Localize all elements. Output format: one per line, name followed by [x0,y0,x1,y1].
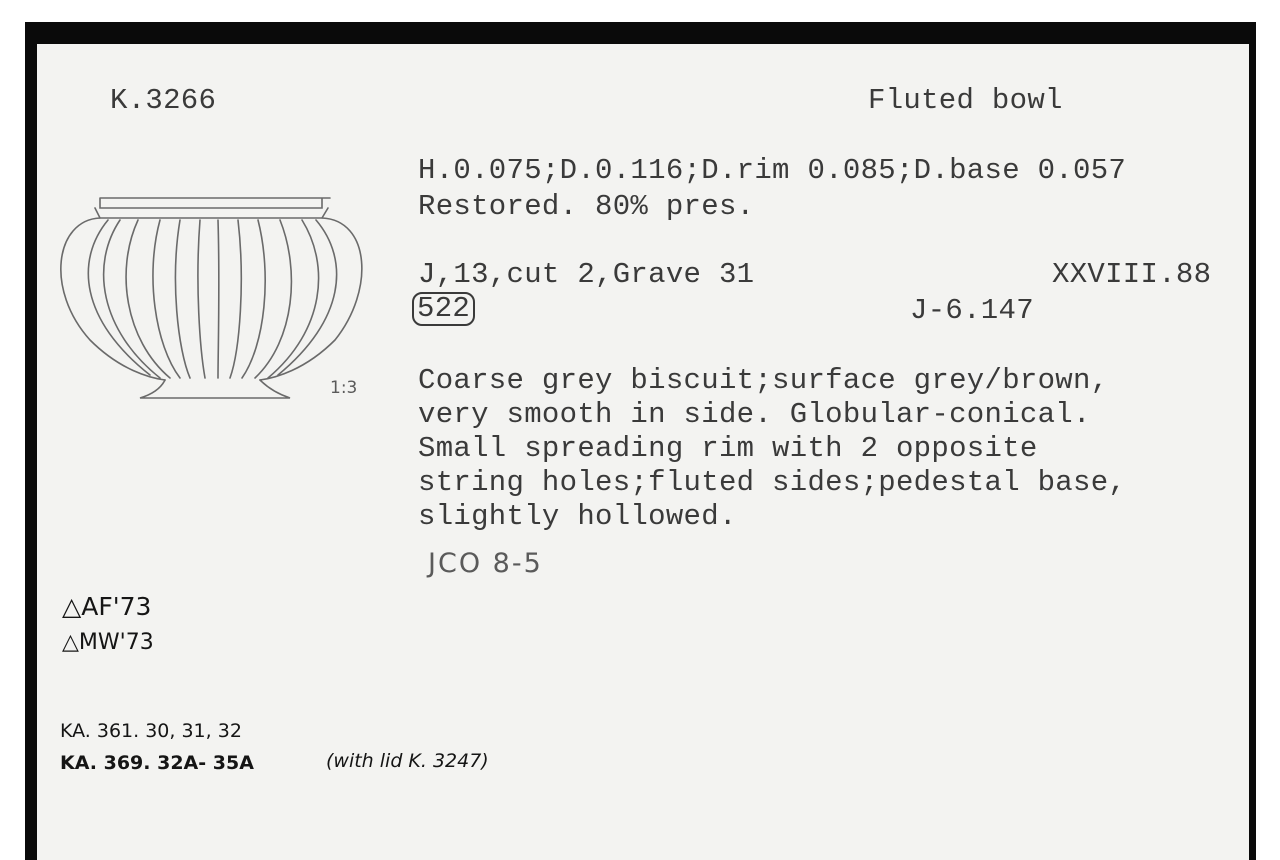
description-line: Small spreading rim with 2 opposite [418,432,1038,465]
boxed-number: 522 [412,292,475,326]
roman-reference: XXVIII.88 [1052,258,1212,291]
scan-border-top [25,22,1256,44]
scan-border-left [25,22,37,860]
ka-reference: KA. 361. 30, 31, 32 [60,720,242,742]
catalog-number: K.3266 [110,84,217,117]
handwritten-initials-date: JCO 8-5 [428,548,543,579]
handwritten-note: △MW'73 [62,630,154,655]
lid-note: (with lid K. 3247) [326,750,489,772]
j-reference: J-6.147 [910,294,1034,327]
drawing-scale: 1:3 [330,378,358,398]
description-line: slightly hollowed. [418,500,737,533]
description-line: string holes;fluted sides;pedestal base, [418,466,1127,499]
description-line: very smooth in side. Globular-conical. [418,398,1091,431]
scan-border-right [1249,22,1256,860]
object-name: Fluted bowl [868,84,1063,117]
findspot: J,13,cut 2,Grave 31 [418,258,755,291]
description-line: Coarse grey biscuit;surface grey/brown, [418,364,1109,397]
dimensions: H.0.075;D.0.116;D.rim 0.085;D.base 0.057 [418,154,1127,187]
bowl-drawing [50,190,370,405]
handwritten-note: △AF'73 [62,592,152,621]
ka-reference: KA. 369. 32A- 35A [60,752,254,774]
condition: Restored. 80% pres. [418,190,755,223]
